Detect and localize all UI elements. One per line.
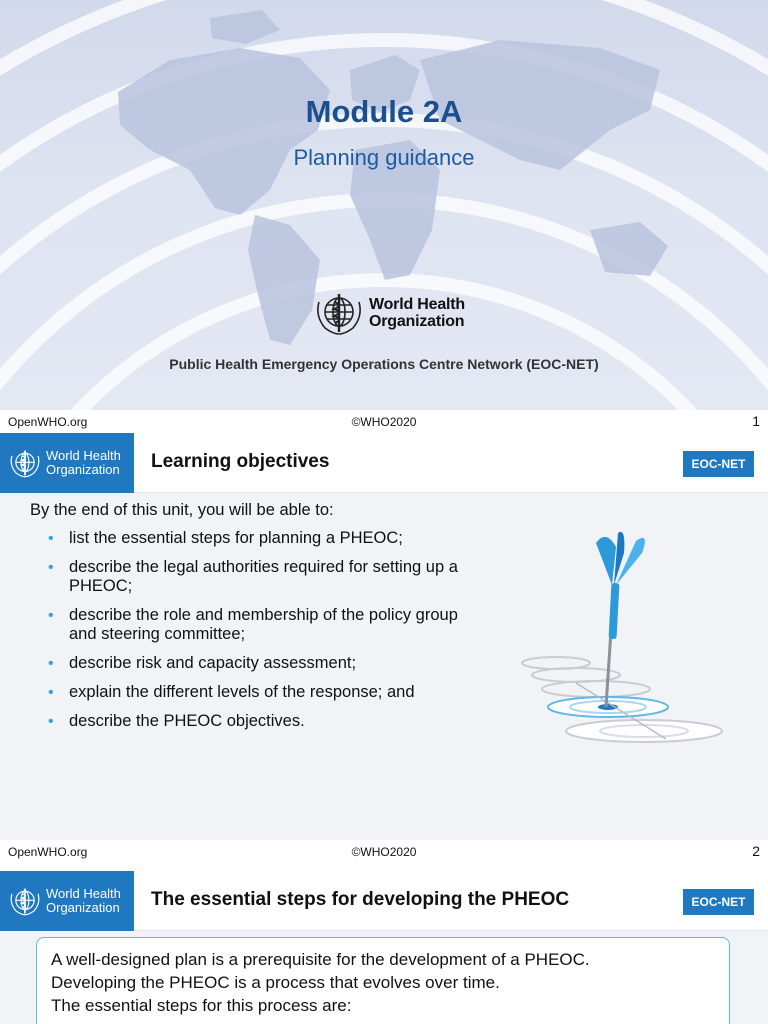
learning-objectives-slide	[0, 433, 768, 840]
list-item	[48, 529, 488, 548]
bullet-icon: •	[48, 684, 54, 701]
slide2-footer	[0, 840, 768, 862]
who-logo-line2: Organization	[46, 462, 120, 477]
who-logo	[313, 290, 465, 336]
list-item	[48, 606, 488, 644]
list-item-text: explain the different levels of the response; and	[69, 683, 415, 701]
module-title: Module 2A	[305, 94, 463, 129]
slide-header	[0, 871, 768, 931]
slide1-footer	[0, 410, 768, 432]
slide-title: Learning objectives	[151, 451, 330, 472]
who-logo-line1: World Health	[369, 296, 465, 313]
who-emblem-icon	[8, 884, 42, 918]
slide-title: The essential steps for developing the PHEOC	[151, 889, 570, 910]
bullet-icon: •	[48, 655, 54, 672]
who-logo-line2: Organization	[369, 313, 465, 330]
footer-page-number: 1	[752, 413, 760, 429]
info-line: The essential steps for this process are:	[51, 996, 352, 1015]
module-subtitle: Planning guidance	[293, 145, 475, 170]
dart-target-icon	[516, 523, 736, 743]
bullet-icon: •	[48, 559, 54, 576]
who-emblem-icon	[8, 446, 42, 480]
eoc-net-badge: EOC-NET	[683, 889, 754, 915]
who-logo	[0, 871, 134, 931]
intro-text: By the end of this unit, you will be able to:	[30, 501, 334, 519]
bullet-icon: •	[48, 530, 54, 547]
footer-copyright: ©WHO2020	[351, 845, 417, 859]
world-map-background	[0, 0, 768, 410]
bullet-icon: •	[48, 713, 54, 730]
footer-site: OpenWHO.org	[8, 415, 88, 429]
list-item	[48, 712, 488, 731]
info-box	[36, 937, 730, 1024]
who-emblem-icon	[313, 290, 365, 336]
list-item-text: describe risk and capacity assessment;	[69, 654, 357, 672]
info-line: Developing the PHEOC is a process that evolves over time.	[51, 973, 500, 992]
footer-page-number: 2	[752, 843, 760, 859]
who-logo	[0, 433, 134, 493]
who-logo-line2: Organization	[46, 900, 120, 915]
footer-site: OpenWHO.org	[8, 845, 88, 859]
list-item-text: describe the role and membership of the policy group and steering committee;	[69, 606, 458, 643]
essential-steps-slide	[0, 871, 768, 1024]
network-name: Public Health Emergency Operations Centre Network (EOC-NET)	[169, 356, 599, 372]
list-item-text: describe the legal authorities required for setting up a PHEOC;	[69, 558, 458, 595]
title-slide	[0, 0, 768, 410]
list-item	[48, 654, 488, 673]
list-item	[48, 558, 488, 596]
objectives-list	[48, 529, 488, 741]
footer-copyright: ©WHO2020	[351, 415, 417, 429]
who-logo-line1: World Health	[46, 448, 121, 463]
info-line: A well-designed plan is a prerequisite for the development of a PHEOC.	[51, 950, 590, 969]
bullet-icon: •	[48, 607, 54, 624]
list-item-text: list the essential steps for planning a PHEOC;	[69, 529, 403, 547]
eoc-net-badge: EOC-NET	[683, 451, 754, 477]
list-item	[48, 683, 488, 702]
who-logo-line1: World Health	[46, 886, 121, 901]
list-item-text: describe the PHEOC objectives.	[69, 712, 305, 730]
slide-header	[0, 433, 768, 493]
